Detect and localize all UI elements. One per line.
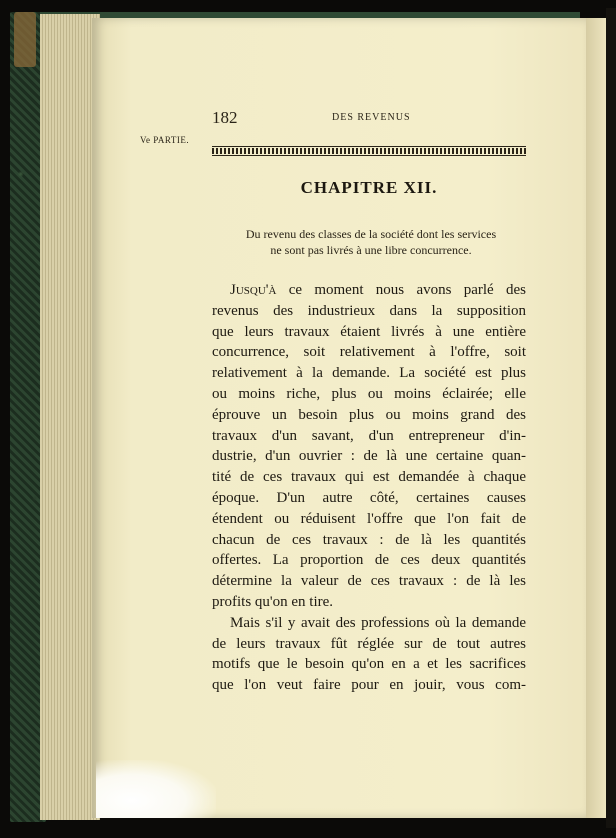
text-line: époque. D'un autre côté, certaines causes [212,489,526,506]
subtitle-line: ne sont pas livrés à une libre concurrence. [270,243,472,257]
page-header [160,108,532,130]
decorative-rule [212,146,526,156]
chapter-subtitle [212,226,530,258]
text-line: ou moins riche, plus ou moins éclairée; elle [212,385,526,402]
text-line: dustrie, d'un ouvrier : de là une certaine quan- [212,448,526,465]
text-line: étendent ou réduisent l'offre que l'on fait de [212,510,526,527]
body-text [212,280,526,696]
text-line: de leurs travaux fût réglée sur de tout autres [212,635,526,652]
page-number: 182 [212,108,238,127]
text-line: revenus des industrieux dans la supposition [212,302,526,319]
text-line: offertes. La proportion de ces deux quantités [212,552,526,569]
running-head: DES REVENUS [332,112,411,123]
text-line: détermine la valeur de ces travaux : de là les [212,573,526,590]
text-line: travaux d'un savant, d'un entrepreneur d'in- [212,427,526,444]
book-cover-right [606,8,616,828]
part-label: Ve PARTIE. [140,135,190,145]
text-line: que l'on veut faire pour en jouir, vous com- [212,677,526,694]
paragraph-1 [212,280,526,613]
text-line: Mais s'il y avait des professions où la demande [230,614,526,631]
text-line: chacun de ces travaux : de là les quantités [212,531,526,548]
lead-word: Jusqu'à [230,282,277,298]
text-line: éprouve un besoin plus ou moins grand des [212,406,526,423]
text-line: concurrence, soit relativement à l'offre, soit [212,344,526,361]
text-line: relativement à la demande. La société est plus [212,365,526,382]
page-stain [96,760,216,818]
text-line: que leurs travaux étaient livrés à une entière [212,323,526,340]
text-line: profits qu'on en tire. [212,593,334,610]
paragraph-2 [212,613,526,696]
text-line: Jusqu'à ce moment nous avons parlé des [230,282,526,298]
subtitle-line: Du revenu des classes de la société dont les services [245,227,497,241]
chapter-title: CHAPITRE XII. [300,178,438,197]
text-line: motifs que le besoin qu'on en a et les sacrifices [212,656,526,673]
page-edges [40,14,100,820]
text-line: tité de ces travaux qui est demandée à chaque [212,469,526,486]
page-fold [586,18,608,818]
